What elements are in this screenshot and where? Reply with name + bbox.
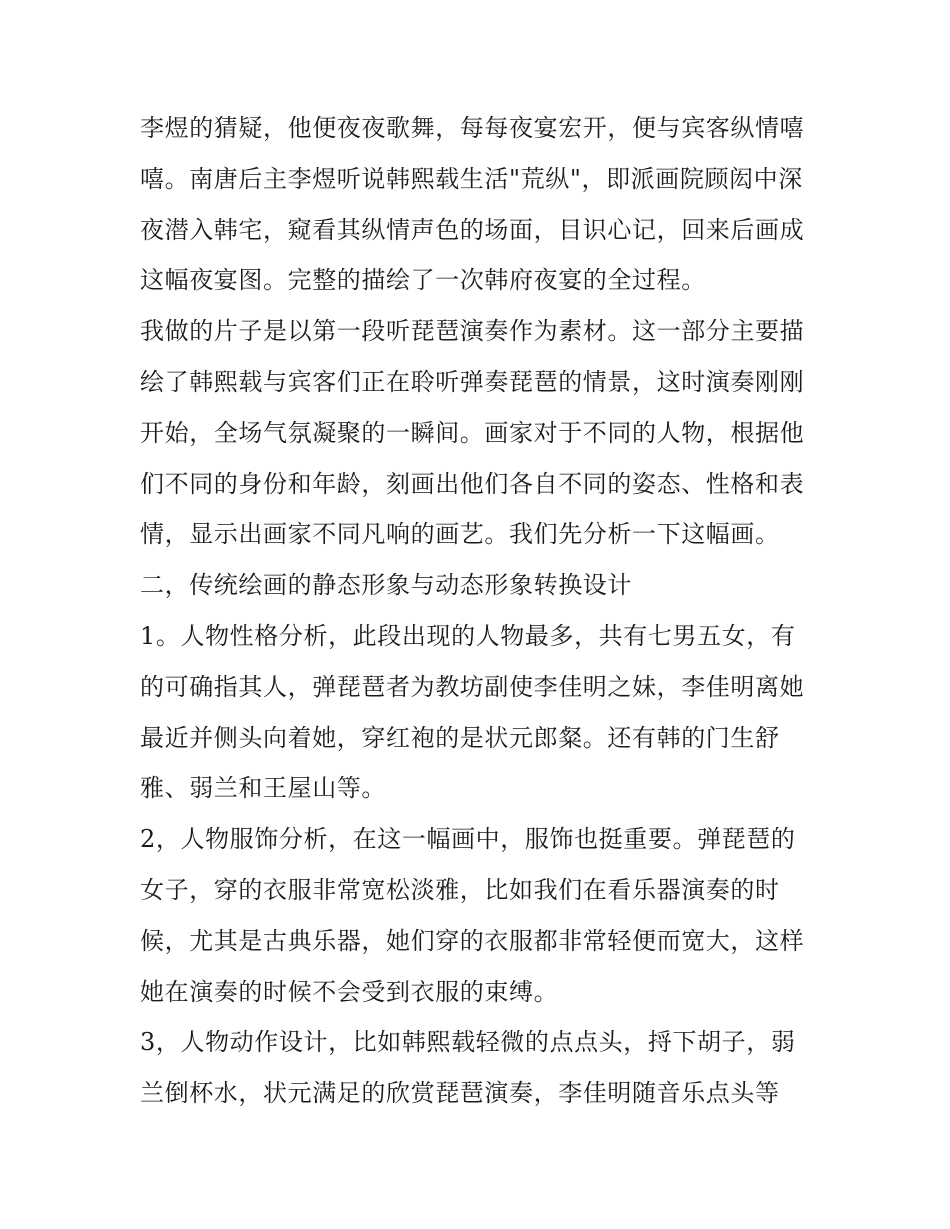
- text-line: 的可确指其人，弹琵琶者为教坊副使李佳明之妹，李佳明离她: [140, 672, 805, 701]
- text-line: 最近并侧头向着她，穿红袍的是状元郎粲。还有韩的门生舒: [140, 723, 780, 752]
- text-line: 开始，全场气氛凝聚的一瞬间。画家对于不同的人物，根据他: [140, 418, 805, 447]
- text-line: 嘻。南唐后主李煜听说韩熙载生活"荒纵"，即派画院顾闳中深: [140, 164, 803, 193]
- text-line: 兰倒杯水，状元满足的欣赏琵琶演奏，李佳明随音乐点头等: [140, 1079, 780, 1108]
- text-line: 1。人物性格分析，此段出现的人物最多，共有七男五女，有: [140, 621, 796, 650]
- text-line: 这幅夜宴图。完整的描绘了一次韩府夜宴的全过程。: [140, 266, 706, 295]
- text-line: 们不同的身份和年龄，刻画出他们各自不同的姿态、性格和表: [140, 469, 805, 498]
- text-line: 我做的片子是以第一段听琵琶演奏作为素材。这一部分主要描: [140, 317, 805, 346]
- text-line: 雅、弱兰和王屋山等。: [140, 774, 386, 803]
- text-line: 2，人物服饰分析，在这一幅画中，服饰也挺重要。弹琵琶的: [140, 825, 796, 854]
- section-heading: 二，传统绘画的静态形象与动态形象转换设计: [140, 571, 632, 600]
- text-line: 情，显示出画家不同凡响的画艺。我们先分析一下这幅画。: [140, 520, 780, 549]
- text-line: 她在演奏的时候不会受到衣服的束缚。: [140, 977, 559, 1006]
- text-line: 候，尤其是古典乐器，她们穿的衣服都非常轻便而宽大，这样: [140, 926, 805, 955]
- body-text: [140, 103, 820, 1119]
- text-line: 绘了韩熙载与宾客们正在聆听弹奏琵琶的情景，这时演奏刚刚: [140, 367, 805, 396]
- text-line: 夜潜入韩宅，窥看其纵情声色的场面，目识心记，回来后画成: [140, 215, 805, 244]
- text-line: 李煜的猜疑，他便夜夜歌舞，每每夜宴宏开，便与宾客纵情嘻: [140, 114, 805, 142]
- text-line: 3，人物动作设计，比如韩熙载轻微的点点头，捋下胡子，弱: [140, 1028, 796, 1057]
- text-line: 女子，穿的衣服非常宽松淡雅，比如我们在看乐器演奏的时: [140, 875, 780, 904]
